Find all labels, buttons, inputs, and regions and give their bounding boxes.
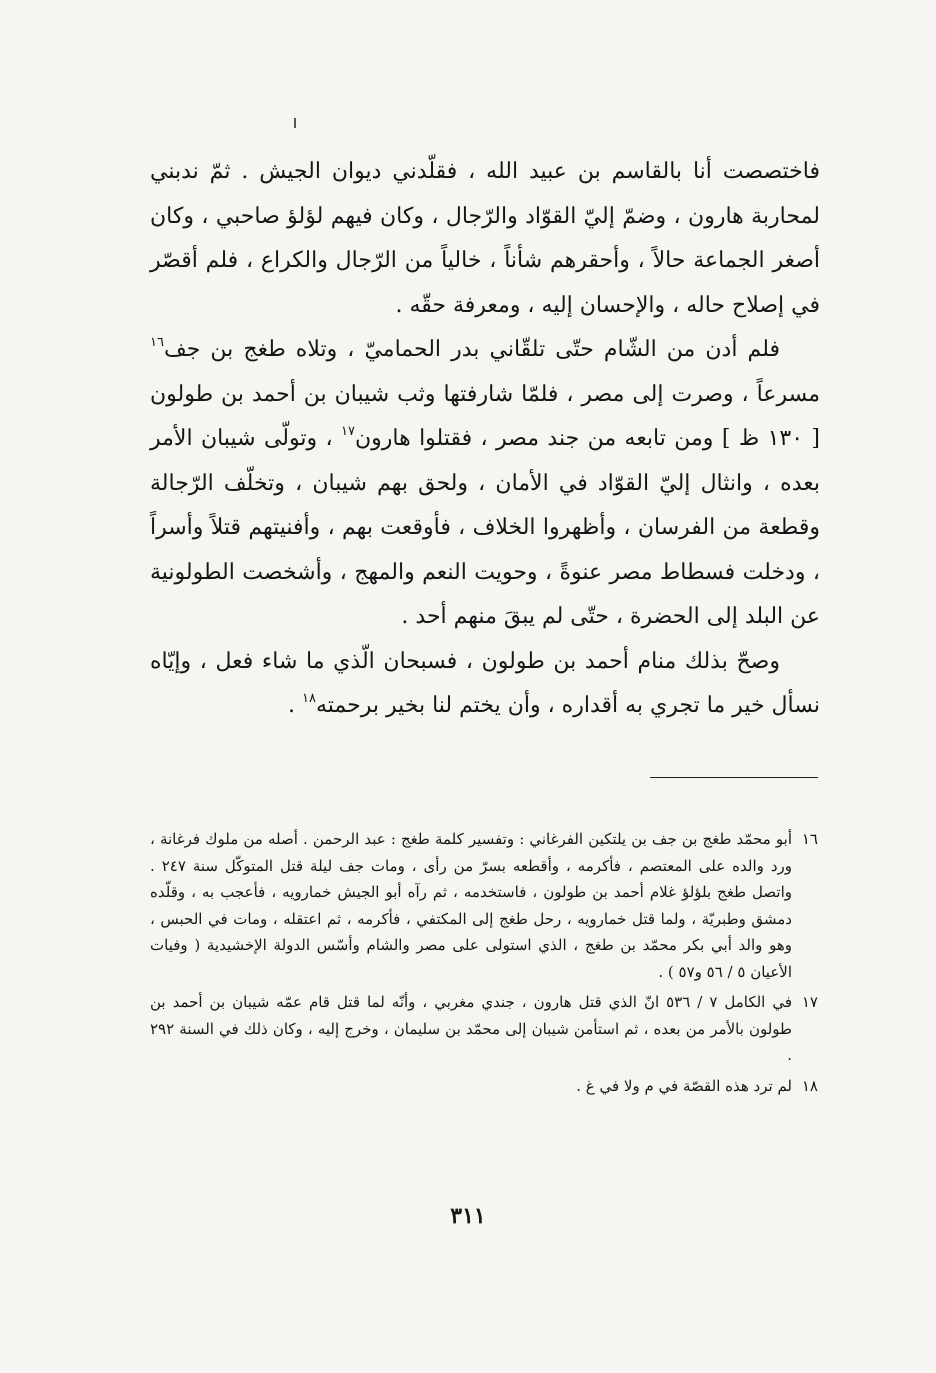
paragraph-3-text-start: وصحّ بذلك منام أحمد بن طولون ، فسبحان الّذي ما شاء فعل ، وإيّاه نسأل خير ما تجري به أقداره ، وأن يختم لنا بخير برحمته <box>150 648 820 718</box>
paragraph-3-text-end: . <box>288 693 302 718</box>
paragraph-1: فاختصصت أنا بالقاسم بن عبيد الله ، فقلّدني ديوان الجيش . ثمّ ندبني لمحاربة هارون ، وضمّ إليّ القوّاد والرّجال ، وكان فيهم لؤلؤ صاحبي ، وكان أصغر الجماعة حالاً ، وأحقرهم شأناً ، خالياً من الرّجال والكراع ، فلم أقصّر في إصلاح حاله ، والإحسان إليه ، ومعرفة حقّه . <box>150 159 820 318</box>
footnote-18 <box>150 1073 818 1100</box>
footnote-text: في الكامل ٧ / ٥٣٦ انّ الذي قتل هارون ، جندي مغربي ، وأنّه لما قتل قام عمّه شيبان بن أحمد بن طولون بالأمر من بعده ، ثم استأمن شيبان إلى محمّد بن سليمان ، وخرج إليه ، وكان ذلك في السنة ٢٩٢ . <box>150 993 792 1064</box>
footnote-number: ١٧ <box>801 993 818 1011</box>
paragraph-3 <box>150 640 820 729</box>
footnote-ref-18[interactable]: ١٨ <box>302 691 316 706</box>
footnotes <box>150 826 818 1103</box>
paragraph-2-text-middle: مسرعاً ، وصرت إلى مصر ، فلمّا شارفتها وثب شيبان بن أحمد بن طولون [ ١٣٠ ظ ] ومن تابعه من جند مصر ، فقتلوا هارون <box>150 381 820 451</box>
footnote-17 <box>150 989 818 1069</box>
footnote-ref-17[interactable]: ١٧ <box>341 424 355 439</box>
scan-mark <box>294 118 296 128</box>
footnote-number: ١٨ <box>801 1076 818 1095</box>
page-number: ٣١١ <box>450 1203 486 1229</box>
footnote-text: لم ترد هذه القصّة في م ولا في غ . <box>576 1076 792 1095</box>
paragraph-2 <box>150 328 820 640</box>
footnote-16 <box>150 826 818 985</box>
paragraph-2-text-end: ، وتولّى شيبان الأمر بعده ، وانثال إليّ القوّاد في الأمان ، ولحق بهم شيبان ، وتخلّف الرّجالة وقطعة من الفرسان ، وأظهروا الخلاف ، فأوقعت بهم ، وأفنيتهم قتلاً وأسراً ، ودخلت فسطاط مصر عنوةً ، وحويت النعم والمهج ، وأشخصت الطولونية عن البلد إلى الحضرة ، حتّى لم يبقَ منهم أحد . <box>150 426 820 629</box>
footnote-number: ١٦ <box>801 830 818 848</box>
paragraph-2-text-start: فلم أدن من الشّام حتّى تلقّاني بدر الحماميّ ، وتلاه طغج بن جف <box>163 337 780 362</box>
footnote-separator <box>650 777 818 778</box>
main-text <box>150 150 820 729</box>
footnote-text: أبو محمّد طغج بن جف بن يلتكين الفرغاني : وتفسير كلمة طغج : عبد الرحمن . أصله من ملوك فرغانة ، ورد والده على المعتصم ، فأكرمه ، وأقطعه بسرّ من رأى ، ومات جف ليلة قتل المتوكّل سنة ٢٤٧ . واتصل طغج بلؤلؤ غلام أحمد بن طولون ، فاستخدمه ، ثم رآه أبو الجيش خمارويه ، فأعجب به ، وقلّده دمشق وطبريّة ، ولما قتل خمارويه ، رحل طغج إلى المكتفي ، فأكرمه ، ثم اعتقله ، ومات في الحبس ، وهو والد أبي بكر محمّد بن طغج ، الذي استولى على مصر والشام وأسّس الدولة الإخشيدية ( وفيات الأعيان ٥ / ٥٦ و٥٧ ) . <box>150 830 792 981</box>
footnote-ref-16[interactable]: ١٦ <box>150 335 164 350</box>
